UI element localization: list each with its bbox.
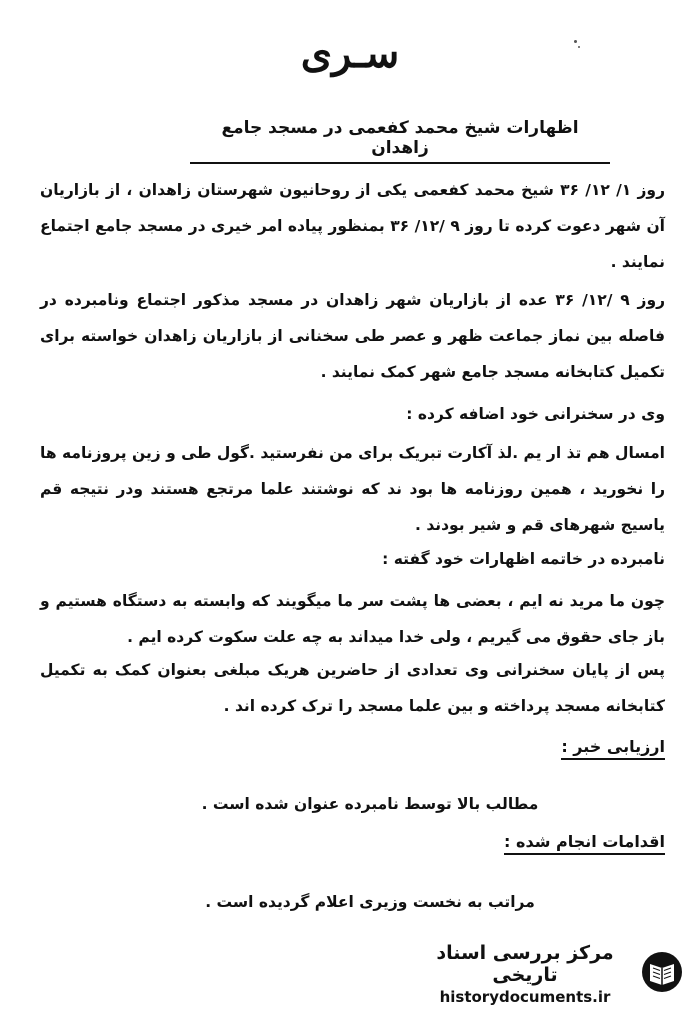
archive-name: مرکز بررسی اسناد تاریخی — [436, 942, 614, 986]
closing-heading: نامبرده در خاتمه اظهارات خود گفته : — [382, 550, 665, 568]
assessment-label: ارزیابی خبر : — [561, 737, 665, 760]
assessment-text: مطالب بالا توسط نامبرده عنوان شده است . — [201, 795, 539, 813]
actions-text: مراتب به نخست وزیری اعلام گردیده است . — [205, 893, 535, 911]
paragraph-closing-remarks: چون ما مرید نه ایم ، بعضی ها پشت سر ما میگویند که وابسته به دستگاه هستیم و باز جای حقوق می گیریم ، ولی خدا میداند به چه علت سکوت کرده ایم . — [40, 592, 665, 646]
document-subject: اظهارات شیخ محمد کفعمی در مسجد جامع زاهدان — [190, 118, 610, 164]
archive-watermark — [410, 942, 640, 1006]
archive-website: historydocuments.ir — [439, 988, 611, 1006]
scan-speck — [578, 46, 580, 48]
paragraph-gathering: روز ۹ /۱۲/ ۳۶ عده از بازاریان شهر زاهدان در مسجد مذکور اجتماع ونامبرده در فاصله بین نماز جماعت ظهر و عصر طی سخنانی از بازاریان زاهدان خواسته برای تکمیل کتابخانه مسجد جامع شهر کمک نمایند . — [40, 291, 666, 381]
paragraph-invitation: روز ۱/ ۱۲/ ۳۶ شیخ محمد کفعمی یکی از روحانیون شهرستان زاهدان ، از بازاریان آن شهر دعوت کرده تا روز ۹ /۱۲/ ۳۶ بمنظور پیاده امر خیری در مسجد جامع اجتماع نمایند . — [40, 181, 665, 271]
speech-heading: وی در سخنرانی خود اضافه کرده : — [406, 405, 665, 423]
actions-label: اقدامات انجام شده : — [504, 832, 665, 855]
paragraph-donations: پس از پایان سخنرانی وی تعدادی از حاضرین هریک مبلغی بعنوان کمک به تکمیل کتابخانه مسجد پرداخته و بین علما مسجد را ترک کرده اند . — [40, 661, 665, 715]
scan-speck — [574, 40, 577, 43]
classification-title: سـری — [300, 30, 400, 77]
paragraph-speech: امسال هم تذ ار یم .لذ آکارت تبریک برای من نفرستید .گول طی و زین پروزنامه ها را نخورید ، همین روزنامه ها بود ند که نوشتند علما مرتجع هستند ودر نتیجه قم یاسیج شهرهای قم و شیر بودند . — [40, 444, 665, 534]
book-seal-icon — [640, 950, 684, 994]
